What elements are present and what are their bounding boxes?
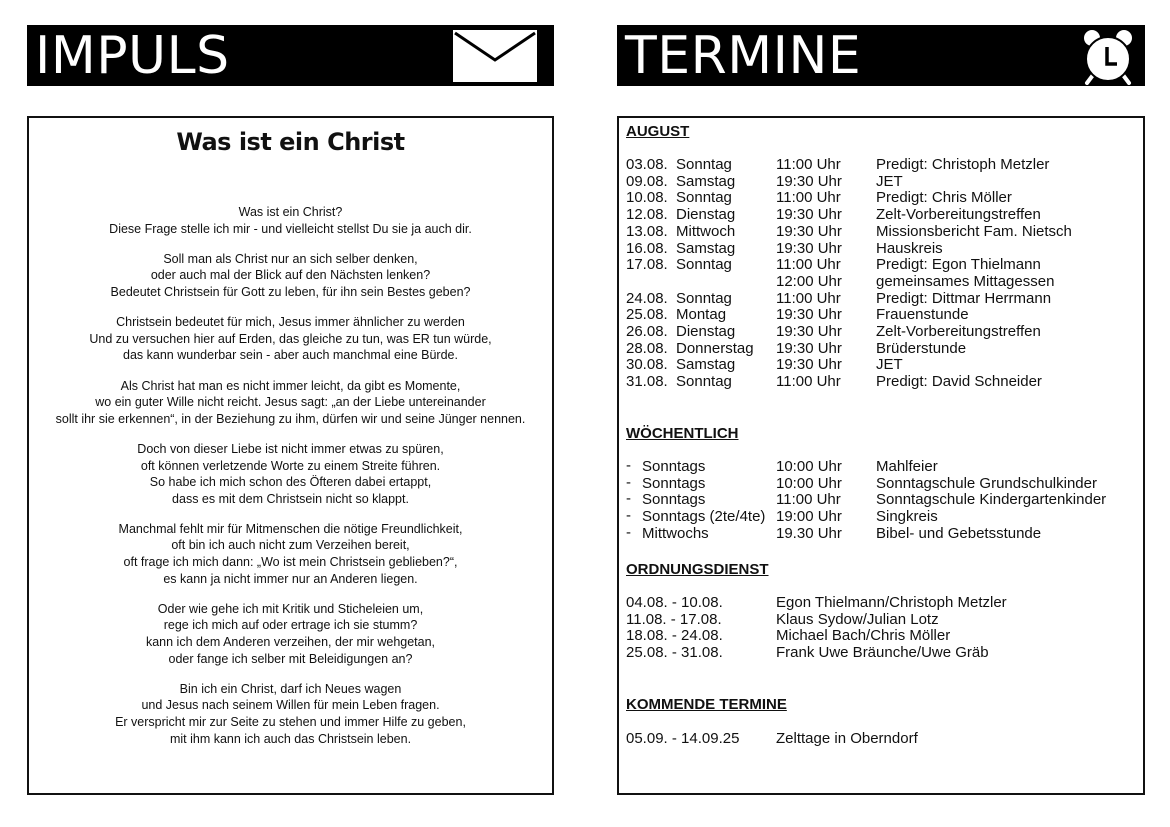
event-title: JET [876, 172, 903, 190]
event-date: 30.08. [626, 356, 668, 374]
event-time: 19:30 Uhr [776, 356, 842, 374]
event-date: 13.08. [626, 222, 668, 240]
poem-line: oft können verletzende Worte zu einem Streite führen. [140, 458, 441, 473]
weekly-time: 11:00 Uhr [776, 491, 841, 509]
event-day: Samstag [676, 172, 736, 190]
event-day: Samstag [676, 356, 736, 374]
section-heading-duty: ORDNUNGSDIENST [626, 561, 769, 578]
event-time: 19:30 Uhr [776, 239, 842, 257]
section-heading-weekly: WÖCHENTLICH [626, 425, 739, 442]
poem-line: es kann ja nicht immer nur an Anderen liegen. [163, 571, 418, 586]
poem-line: wo ein guter Wille nicht reicht. Jesus sagt: „an der Liebe untereinander [95, 395, 486, 410]
bullet-dash: - [626, 473, 631, 491]
upcoming-range: 05.09. - 14.09.25 [626, 730, 740, 747]
stanza [27, 681, 554, 747]
duty-range: 11.08. - 17.08. [626, 610, 722, 628]
poem-line: Diese Frage stelle ich mir - und vielleicht stellst Du sie ja auch dir. [109, 221, 472, 236]
event-title: Missionsbericht Fam. Nietsch [876, 222, 1072, 240]
event-date: 03.08. [626, 156, 668, 173]
event-day: Sonntag [676, 156, 732, 173]
event-date: 10.08. [626, 189, 668, 207]
event-date: 09.08. [626, 172, 668, 190]
duty-range: 25.08. - 31.08. [626, 644, 723, 662]
event-day: Sonntag [676, 289, 732, 307]
event-day: Montag [676, 306, 727, 324]
event-date: 17.08. [626, 256, 668, 274]
weekly-day: Sonntags (2te/4te) [642, 508, 766, 526]
duty-range: 04.08. - 10.08. [626, 594, 723, 611]
event-title: Zelt-Vorbereitungstreffen [876, 323, 1041, 340]
event-day: Dienstag [676, 206, 736, 224]
event-title: Predigt: Egon Thielmann [876, 256, 1041, 274]
weekly-time: 10:00 Uhr [776, 458, 842, 475]
poem-line: Bin ich ein Christ, darf ich Neues wagen [179, 681, 402, 696]
poem-line: Was ist ein Christ? [238, 205, 343, 219]
stanza [27, 314, 554, 364]
event-title: Frauenstunde [876, 306, 969, 324]
event-time: 19:30 Uhr [776, 323, 842, 340]
stanza [27, 378, 554, 428]
envelope-icon [453, 30, 537, 82]
weekly-event: Bibel- und Gebetsstunde [876, 524, 1042, 542]
event-time: 19:30 Uhr [776, 172, 842, 190]
article-body [27, 204, 554, 761]
poem-line: So habe ich mich schon des Öfteren dabei ertappt, [149, 475, 432, 490]
upcoming-event: Zelttage in Oberndorf [776, 730, 918, 747]
event-day: Sonntag [676, 373, 732, 391]
event-time: 19:30 Uhr [776, 222, 842, 240]
weekly-day: Sonntags [642, 491, 706, 509]
event-date: 28.08. [626, 339, 668, 357]
weekly-time: 10:00 Uhr [776, 474, 842, 492]
article-title: Was ist ein Christ [176, 128, 405, 156]
bullet-dash: - [626, 523, 631, 541]
duty-range: 18.08. - 24.08. [626, 627, 723, 645]
poem-line: Er verspricht mir zur Seite zu stehen und immer Hilfe zu geben, [115, 715, 466, 729]
stanza [27, 441, 554, 507]
event-title: Predigt: Dittmar Herrmann [876, 289, 1052, 307]
alarm-clock-icon [1079, 27, 1137, 85]
event-date: 16.08. [626, 239, 668, 257]
event-time: 19:30 Uhr [776, 206, 842, 224]
event-time: 11:00 Uhr [776, 256, 841, 274]
event-day: Donnerstag [676, 339, 754, 357]
section-heading-august: AUGUST [626, 123, 690, 140]
event-title: Predigt: Chris Möller [876, 189, 1012, 207]
event-time: 12:00 Uhr [776, 272, 842, 290]
weekly-event: Sonntagschule Kindergartenkinder [876, 491, 1107, 509]
event-title: Predigt: Christoph Metzler [876, 156, 1050, 173]
event-day: Mittwoch [676, 222, 736, 240]
weekly-time: 19.30 Uhr [776, 524, 842, 542]
section-heading-upcoming: KOMMENDE TERMINE [626, 696, 787, 713]
poem-line: dass es mit dem Christsein nicht so klappt. [172, 491, 409, 506]
event-day: Sonntag [676, 189, 732, 207]
event-time: 11:00 Uhr [776, 289, 841, 307]
poem-line: und Jesus nach seinem Willen für mein Leben fragen. [141, 698, 440, 713]
poem-line: oder fange ich selber mit Beleidigungen an? [168, 651, 413, 666]
event-title: Brüderstunde [876, 339, 967, 357]
weekly-day: Sonntags [642, 458, 706, 475]
termine-header [617, 25, 1145, 86]
impuls-header [27, 25, 554, 86]
stanza [27, 521, 554, 587]
bullet-dash: - [626, 490, 631, 508]
stanza [27, 251, 554, 301]
event-title: gemeinsames Mittagessen [876, 272, 1055, 290]
poem-line: oder auch mal der Blick auf den Nächsten lenken? [150, 268, 431, 283]
poem-line: Oder wie gehe ich mit Kritik und Sticheleien um, [157, 601, 424, 616]
poem-line: oft bin ich auch nicht zum Verzeihen bereit, [171, 538, 410, 553]
weekly-event: Singkreis [876, 508, 938, 526]
poem-line: Christsein bedeutet für mich, Jesus immer ähnlicher zu werden [116, 315, 465, 330]
poem-line: kann ich dem Anderen verzeihen, der mir wehgetan, [145, 635, 436, 650]
event-day: Dienstag [676, 323, 736, 340]
poem-line: oft frage ich mich dann: „Wo ist mein Christsein geblieben?“, [123, 555, 458, 570]
event-date: 26.08. [626, 323, 668, 340]
poem-line: rege ich mich auf oder ertrage ich sie stumm? [163, 618, 418, 633]
event-title: JET [876, 356, 903, 374]
event-title: Predigt: David Schneider [876, 373, 1042, 391]
event-time: 19:30 Uhr [776, 339, 842, 357]
weekly-time: 19:00 Uhr [776, 508, 842, 526]
event-time: 19:30 Uhr [776, 306, 842, 324]
event-time: 11:00 Uhr [776, 156, 841, 173]
weekly-day: Sonntags [642, 474, 706, 492]
duty-names: Klaus Sydow/Julian Lotz [776, 610, 939, 628]
poem-line: Manchmal fehlt mir für Mitmenschen die nötige Freundlichkeit, [118, 521, 463, 536]
event-day: Samstag [676, 239, 736, 257]
poem-line: Und zu versuchen hier auf Erden, das gleiche zu tun, was ER tun würde, [89, 331, 492, 346]
poem-line: Soll man als Christ nur an sich selber denken, [163, 251, 418, 266]
event-time: 11:00 Uhr [776, 189, 841, 207]
weekly-day: Mittwochs [642, 524, 709, 542]
termine-header-title: TERMINE [625, 26, 862, 86]
poem-line: Doch von dieser Liebe ist nicht immer etwas zu spüren, [137, 441, 444, 456]
duty-names: Michael Bach/Chris Möller [776, 627, 951, 645]
event-title: Zelt-Vorbereitungstreffen [876, 206, 1041, 224]
event-title: Hauskreis [876, 239, 943, 257]
stanza [27, 601, 554, 667]
poem-line: sollt ihr sie erkennen“, in der Beziehung zu ihm, dürfen wir und seine Jünger nennen. [55, 411, 526, 426]
duty-names: Frank Uwe Bräunche/Uwe Gräb [776, 644, 989, 662]
weekly-event: Mahlfeier [876, 458, 938, 475]
duty-names: Egon Thielmann/Christoph Metzler [776, 594, 1007, 611]
poem-line: das kann wunderbar sein - aber auch manchmal eine Bürde. [123, 348, 458, 363]
bullet-dash: - [626, 457, 631, 474]
event-day: Sonntag [676, 256, 732, 274]
poem-line: Bedeutet Christsein für Gott zu leben, für ihn sein Bestes geben? [110, 284, 471, 299]
poem-line: mit ihm kann ich auch das Christsein leben. [169, 731, 412, 746]
event-time: 11:00 Uhr [776, 373, 841, 391]
event-date: 31.08. [626, 373, 668, 391]
event-date: 25.08. [626, 306, 668, 324]
weekly-event: Sonntagschule Grundschulkinder [876, 474, 1097, 492]
event-date: 24.08. [626, 289, 668, 307]
poem-line: Als Christ hat man es nicht immer leicht, da gibt es Momente, [120, 378, 461, 393]
impuls-header-title: IMPULS [35, 26, 230, 86]
bullet-dash: - [626, 507, 631, 525]
event-date: 12.08. [626, 206, 668, 224]
stanza [27, 204, 554, 237]
